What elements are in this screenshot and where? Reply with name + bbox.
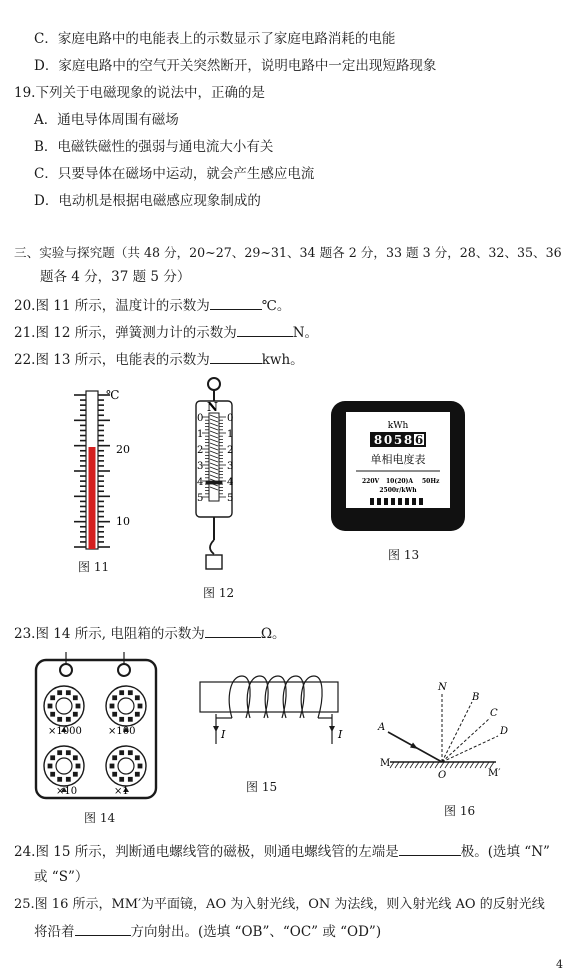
weight-block — [206, 555, 222, 569]
scale-label-left: 3 — [197, 461, 204, 472]
question-19: 19.下列关于电磁现象的说法中，正确的是 — [14, 85, 265, 101]
answer-blank[interactable] — [75, 922, 131, 936]
figure-16-caption: 图 16 — [444, 804, 476, 818]
question-20: 20.图 11 所示，温度计的示数为 ℃。 — [14, 298, 291, 314]
terminal-slot — [405, 498, 409, 505]
scale-label-right: 0 — [227, 413, 234, 424]
option-19a: A．通电导体周围有磁场 — [34, 112, 179, 128]
current-arrow-left — [213, 726, 219, 732]
meter-digit: 8 — [373, 433, 383, 447]
section-heading: 三、实验与探究题（共 48 分，20~27、29~31、34 题各 2 分，33 题 3 分，28、32、35、36 — [14, 245, 562, 260]
scale-label-right: 5 — [227, 493, 234, 504]
multiplier-100: ×100 — [108, 726, 136, 737]
option-19b: B．电磁铁磁性的强弱与通电流大小有关 — [34, 139, 274, 155]
label-a: A — [378, 722, 386, 733]
reflection-figure — [368, 680, 518, 790]
multiplier-10: ×10 — [56, 786, 78, 797]
label-b: B — [472, 692, 480, 703]
hook — [210, 540, 214, 554]
multiplier-1000: ×1000 — [48, 726, 82, 737]
scale-label-left: 4 — [197, 477, 204, 488]
scale-label-right: 1 — [227, 429, 234, 440]
ray-oc — [442, 718, 490, 762]
option-18d: D．家庭电路中的空气开关突然断开，说明电路中一定出现短路现象 — [34, 58, 437, 74]
scale-label-left: 1 — [197, 429, 204, 440]
incident-arrow — [410, 743, 418, 750]
option-19d: D．电动机是根据电磁感应现象制成的 — [34, 193, 261, 209]
scale-label-left: 0 — [197, 413, 204, 424]
resistance-box-figure — [34, 648, 158, 800]
label-m-prime: M′ — [488, 768, 501, 779]
electric-meter-figure — [330, 400, 466, 532]
solenoid-core — [200, 682, 338, 712]
tick-label-20: 20 — [116, 443, 130, 456]
label-d: D — [500, 726, 509, 737]
hanging-ring — [208, 378, 220, 390]
terminal-slot — [377, 498, 381, 505]
spec-current: 10(20)A — [386, 478, 414, 485]
question-24: 24.图 15 所示，判断通电螺线管的磁极，则通电螺线管的左端是 极。(选填 “N” — [14, 844, 550, 860]
figure-13-caption: 图 13 — [388, 548, 420, 562]
terminal-slot — [391, 498, 395, 505]
figure-15-caption: 图 15 — [246, 780, 278, 794]
meter-last-digit: 6 — [414, 433, 424, 447]
meter-name: 单相电度表 — [370, 453, 426, 466]
current-label-right: I — [338, 728, 343, 741]
ray-ob — [442, 702, 472, 762]
answer-blank[interactable] — [210, 350, 262, 364]
terminal-left — [60, 664, 72, 676]
question-24-cont: 或 “S”） — [34, 869, 89, 885]
figure-12-caption: 图 12 — [203, 586, 235, 600]
section-heading-cont: 题各 4 分，37 题 5 分） — [40, 269, 191, 285]
answer-blank[interactable] — [210, 296, 262, 310]
terminal-slot — [370, 498, 374, 505]
spec-voltage: 220V — [362, 478, 380, 485]
label-o: O — [438, 770, 447, 781]
option-19c: C．只要导体在磁场中运动，就会产生感应电流 — [34, 166, 315, 182]
scale-label-right: 3 — [227, 461, 234, 472]
thermometer-liquid — [89, 447, 96, 549]
answer-blank[interactable] — [399, 842, 461, 856]
page-number: 4 — [556, 958, 563, 971]
question-21: 21.图 12 所示，弹簧测力计的示数为 N。 — [14, 325, 319, 341]
question-25-cont: 将沿着 方向射出。(选填 “OB”、“OC” 或 “OD”) — [34, 924, 382, 940]
ray-od — [442, 736, 498, 762]
spec-constant: 2500r/kWh — [379, 487, 417, 494]
terminal-slot — [384, 498, 388, 505]
figure-11-caption: 图 11 — [78, 560, 110, 574]
terminal-right — [118, 664, 130, 676]
scale-label-right: 2 — [227, 445, 234, 456]
option-18c: C．家庭电路中的电能表上的示数显示了家庭电路消耗的电能 — [34, 31, 396, 47]
label-c: C — [490, 708, 498, 719]
thermometer-figure — [62, 385, 142, 555]
label-n: N — [438, 682, 447, 693]
terminal-slot — [412, 498, 416, 505]
spring-scale-figure — [188, 375, 248, 585]
meter-digit: 8 — [403, 433, 413, 447]
newton-label: N — [207, 400, 218, 414]
meter-digit: 5 — [393, 433, 403, 447]
current-arrow-right — [329, 726, 335, 732]
scale-label-left: 2 — [197, 445, 204, 456]
answer-blank[interactable] — [237, 323, 293, 337]
tick-label-10: 10 — [116, 515, 130, 528]
kwh-label: kWh — [387, 421, 409, 431]
answer-blank[interactable] — [205, 624, 261, 638]
scale-label-right: 4 — [227, 477, 234, 488]
meter-digit: 0 — [383, 433, 393, 447]
figure-14-caption: 图 14 — [84, 811, 116, 825]
terminal-slot — [398, 498, 402, 505]
terminal-slot — [419, 498, 423, 505]
current-label-left: I — [221, 728, 226, 741]
question-23: 23.图 14 所示, 电阻箱的示数为 Ω。 — [14, 626, 286, 642]
multiplier-1: ×1 — [114, 786, 129, 797]
scale-pointer — [206, 481, 222, 484]
spec-frequency: 50Hz — [422, 478, 440, 485]
unit-label: ℃ — [106, 388, 120, 402]
question-22: 22.图 13 所示，电能表的示数为 kwh。 — [14, 352, 304, 368]
label-m: M — [380, 758, 391, 769]
scale-label-left: 5 — [197, 493, 204, 504]
question-25: 25.图 16 所示，MM′为平面镜，AO 为入射光线，ON 为法线，则入射光线 AO 的反射光线 — [14, 897, 545, 912]
solenoid-figure — [196, 668, 346, 768]
